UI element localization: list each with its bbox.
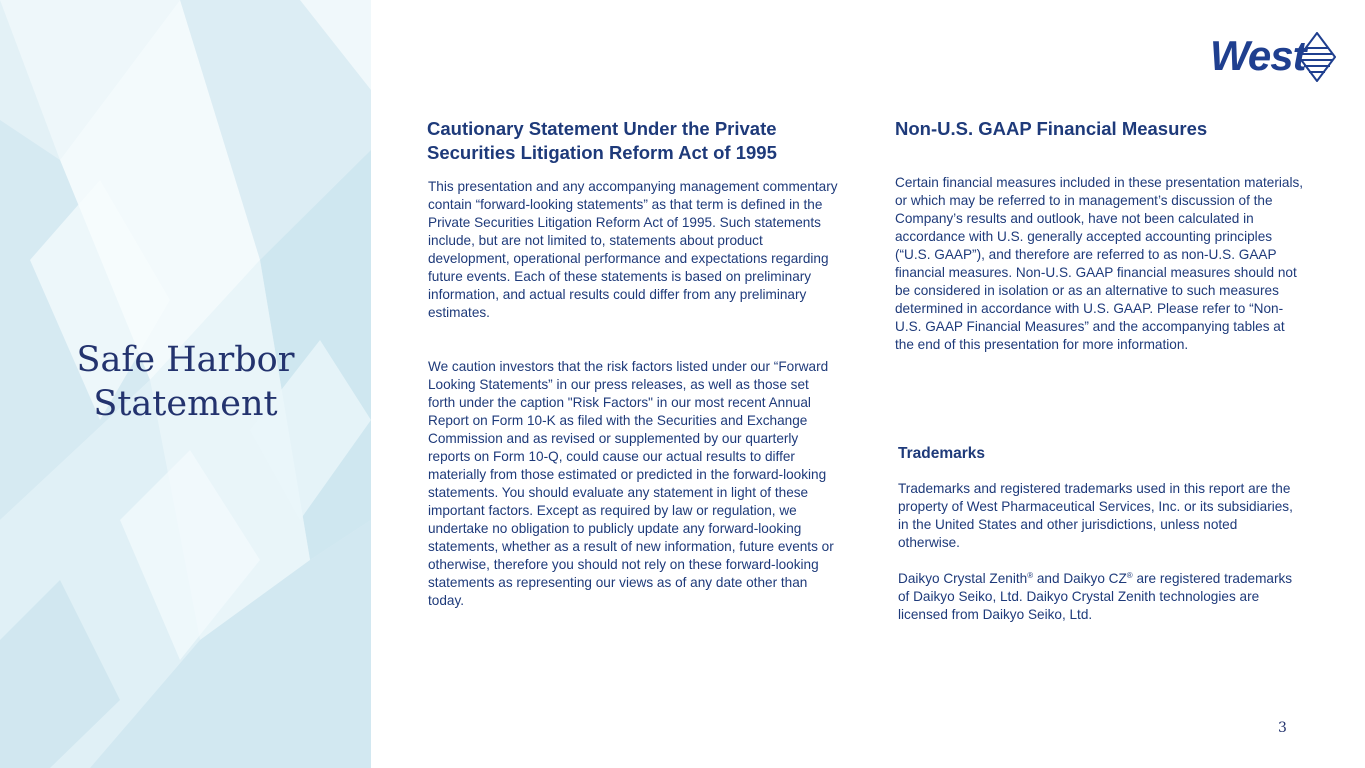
trademarks-heading: Trademarks: [898, 445, 986, 462]
cautionary-statement-heading: [427, 117, 847, 165]
daikyo-cz-text: Daikyo Crystal Zenith: [898, 571, 1028, 586]
cautionary-paragraph-2: We caution investors that the risk factors listed under our “Forward Looking Statements” in our press releases, as well as those set forth under the caption "Risk Factors" in our most recent Annual Report on Form 10-K as filed with the Securities and Exchange Commission and as revised or supplemented by our quarterly reports on Form 10-Q, could cause our actual results to differ materially from those estimated or predicted in the forward-looking statements. You should evaluate any statement in light of these important factors. Except as required by law or regulation, we undertake no obligation to publicly update any forward-looking statements, whether as a result of new information, future events or otherwise, therefore you should not rely on these forward-looking statements as representing our views as of any date other than today.: [428, 359, 834, 608]
trademarks-paragraph-2: [898, 567, 1298, 624]
slide-title-line2: Statement: [93, 384, 278, 424]
cautionary-heading-line1: Cautionary Statement Under the Private: [427, 118, 777, 139]
registered-mark: ®: [1027, 571, 1034, 580]
cautionary-heading-line2: Securities Litigation Reform Act of 1995: [427, 142, 777, 163]
page-number: 3: [1278, 720, 1287, 736]
west-diamond-logo-icon: [1298, 32, 1336, 82]
logo-wordmark: West: [1210, 32, 1306, 79]
decorative-side-panel: [0, 0, 371, 768]
company-logo: [1210, 30, 1338, 84]
non-gaap-heading: Non-U.S. GAAP Financial Measures: [895, 118, 1208, 139]
slide-title: [0, 338, 371, 426]
daikyo-cz-short-text: and Daikyo CZ: [1033, 571, 1127, 586]
cautionary-paragraph-1: This presentation and any accompanying management commentary contain “forward-looking statements” as that term is defined in the Private Securities Litigation Reform Act of 1995. Such statements include, but are not limited to, statements about product development, operational performance and expectations regarding future events. Each of these statements is based on preliminary information, and actual results could differ from any preliminary estimates.: [428, 179, 838, 320]
registered-mark: ®: [1126, 571, 1133, 580]
daikyo-license-text: are registered trademarks of Daikyo Seiko, Ltd. Daikyo Crystal Zenith technologies are licensed from Daikyo Seiko, Ltd.: [898, 571, 1293, 622]
trademarks-paragraph-1: Trademarks and registered trademarks used in this report are the property of West Pharmaceutical Services, Inc. or its subsidiaries, in the United States and other jurisdictions, unless noted otherwise.: [898, 481, 1293, 550]
slide-title-line1: Safe Harbor: [76, 340, 295, 380]
non-gaap-paragraph: Certain financial measures included in these presentation materials, or which may be referred to in management’s discussion of the Company’s results and outlook, have not been calculated in accordance with U.S. generally accepted accounting principles (“U.S. GAAP”), and therefore are referred to as non-U.S. GAAP financial measures. Non-U.S. GAAP financial measures should not be considered in isolation or as an alternative to such measures determined in accordance with U.S. GAAP. Please refer to “Non-U.S. GAAP Financial Measures” and the accompanying tables at the end of this presentation for more information.: [895, 175, 1304, 352]
